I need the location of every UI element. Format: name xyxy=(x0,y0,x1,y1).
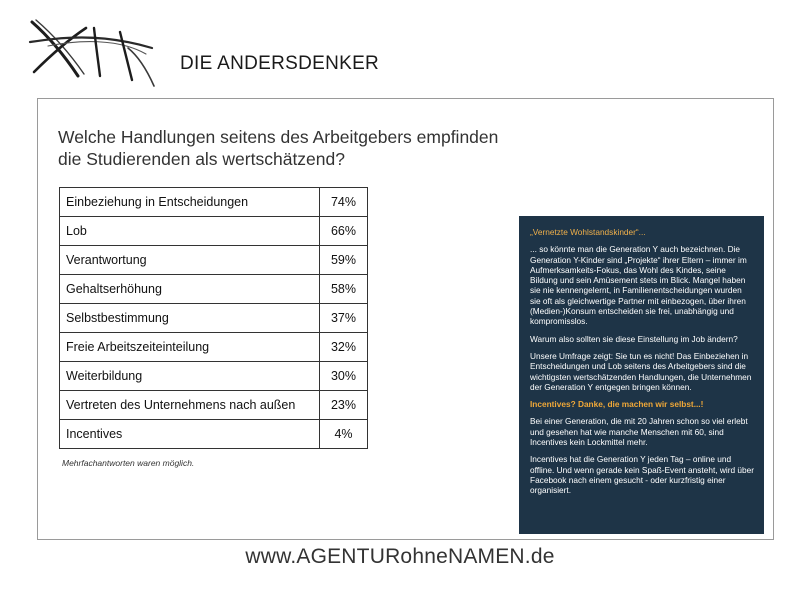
row-label: Freie Arbeitszeiteinteilung xyxy=(60,333,320,362)
row-value: 30% xyxy=(320,362,368,391)
row-label: Weiterbildung xyxy=(60,362,320,391)
row-value: 37% xyxy=(320,304,368,333)
question-line-1: Welche Handlungen seitens des Arbeitgebers empfinden xyxy=(58,127,499,147)
row-value: 4% xyxy=(320,420,368,449)
table-row xyxy=(60,275,368,304)
table-row xyxy=(60,391,368,420)
results-table xyxy=(59,187,368,449)
row-label: Vertreten des Unternehmens nach außen xyxy=(60,391,320,420)
info-sidebox xyxy=(519,216,764,534)
table-footnote: Mehrfachantworten waren möglich. xyxy=(62,458,195,468)
row-label: Selbstbestimmung xyxy=(60,304,320,333)
table-row xyxy=(60,362,368,391)
row-value: 58% xyxy=(320,275,368,304)
row-value: 59% xyxy=(320,246,368,275)
sidebox-heading: „Vernetzte Wohlstandskinder“... xyxy=(530,227,646,237)
table-row xyxy=(60,246,368,275)
table-row xyxy=(60,304,368,333)
row-value: 74% xyxy=(320,188,368,217)
table-row xyxy=(60,188,368,217)
row-label: Gehaltserhöhung xyxy=(60,275,320,304)
sidebox-paragraph: ... so könnte man die Generation Y auch bezeichnen. Die Generation Y-Kinder sind „Projekte“ ihrer Eltern – immer im Aufmerksamkeits-Fokus, das Wohl des Kindes, seine Bildung und sein Amüsement stets im Blick. Mangel haben sie nie kennengelernt, in Familienentscheidungen wurden sie oft als gleichwertige Partner mit einbezogen, über ihren (Medien-)Konsum entscheiden sie frei, unabhängig und kompromisslos. xyxy=(530,244,747,327)
sidebox-paragraph: Warum also sollten sie diese Einstellung im Job ändern? xyxy=(530,333,738,344)
sidebox-paragraph: Bei einer Generation, die mit 20 Jahren schon so viel erlebt und gesehen hat wie manche Menschen mit 60, sind Incentives kein Lockmittel mehr. xyxy=(530,416,748,448)
content-panel xyxy=(37,98,774,540)
table-row xyxy=(60,217,368,246)
survey-question xyxy=(58,126,538,170)
row-label: Incentives xyxy=(60,420,320,449)
row-value: 23% xyxy=(320,391,368,420)
footer-url: www.AGENTURohneNAMEN.de xyxy=(245,545,555,568)
row-value: 32% xyxy=(320,333,368,362)
table-row xyxy=(60,420,368,449)
row-label: Einbeziehung in Entscheidungen xyxy=(60,188,320,217)
sidebox-paragraph: Unsere Umfrage zeigt: Sie tun es nicht! Das Einbeziehen in Entscheidungen und Lob seitens des Arbeitgebers sind die wichtigsten wertschätzenden Handlungen, die Unternehmen der Generation Y entgegen bringen können. xyxy=(530,350,752,392)
row-value: 66% xyxy=(320,217,368,246)
question-line-2: die Studierenden als wertschätzend? xyxy=(58,149,345,169)
row-label: Verantwortung xyxy=(60,246,320,275)
brand-title: DIE ANDERSDENKER xyxy=(180,53,380,74)
row-label: Lob xyxy=(60,217,320,246)
sidebox-paragraph: Incentives hat die Generation Y jeden Tag – online und offline. Und wenn gerade kein Spaß-Event ansteht, wird über Facebook nach einem gesucht - oder kurzfristig einer organisiert. xyxy=(530,454,754,496)
table-row xyxy=(60,333,368,362)
sidebox-highlight: Incentives? Danke, die machen wir selbst...! xyxy=(530,399,704,410)
brushstroke-logo-icon xyxy=(28,18,158,88)
